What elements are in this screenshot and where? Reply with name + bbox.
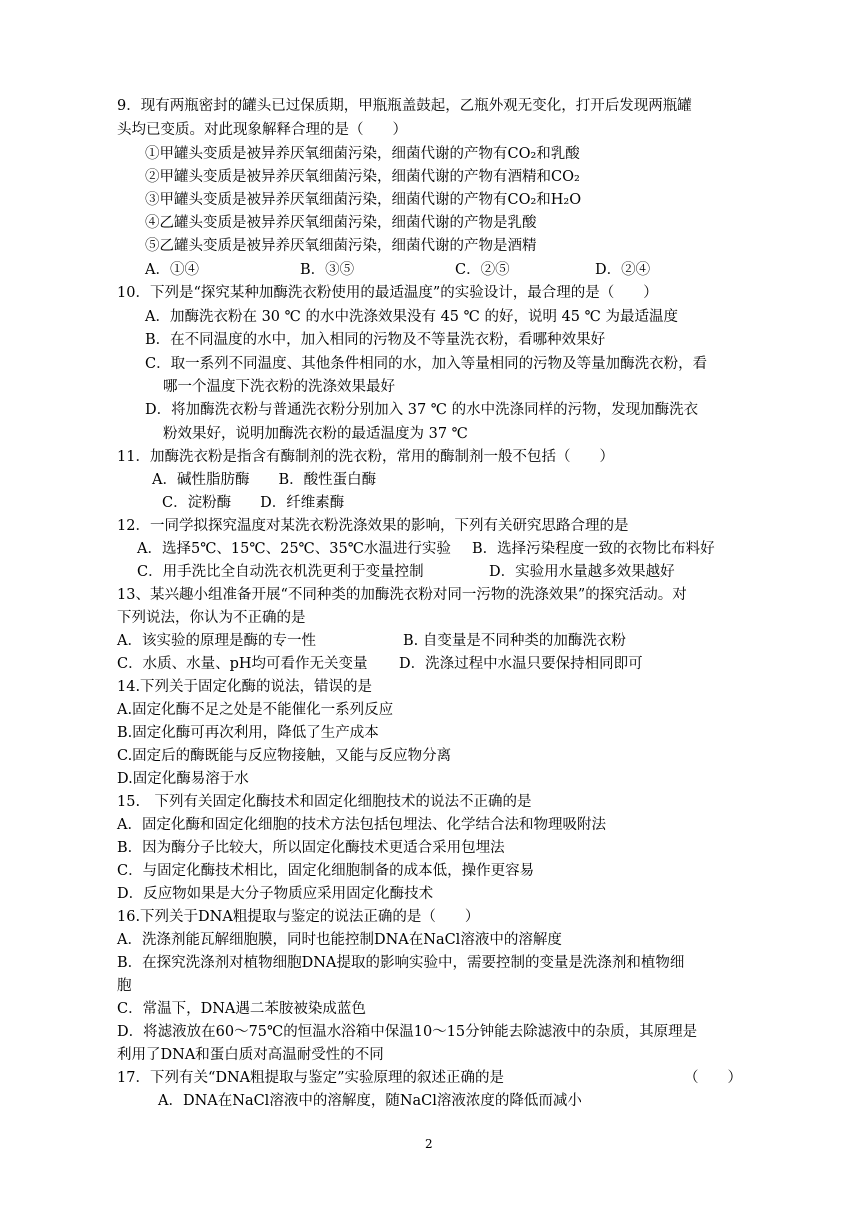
text-line: ④乙罐头变质是被异养厌氧细菌污染，细菌代谢的产物是乳酸 [145,215,537,231]
text-line: B．在不同温度的水中，加入相同的污物及不等量洗衣粉，看哪种效果好 [145,332,606,348]
text-line: 14.下列关于固定化酶的说法，错误的是 [117,679,373,695]
text-line: B.固定化酶可再次利用，降低了生产成本 [117,725,379,741]
text-line: C．淀粉酶 D．纤维素酶 [162,495,345,511]
text-line: 利用了DNA和蛋白质对高温耐受性的不同 [117,1047,384,1063]
text-line: C．与固定化酶技术相比，固定化细胞制备的成本低，操作更容易 [117,863,535,879]
text-line: 粉效果好，说明加酶洗衣粉的最适温度为 37 ℃ [163,426,468,442]
text-line: A．选择5℃、15℃、25℃、35℃水温进行实验 [137,541,451,557]
text-line: A．DNA在NaCl溶液中的溶解度，随NaCl溶液浓度的降低而减小 [158,1093,582,1109]
text-line: A．碱性脂肪酶 B．酸性蛋白酶 [152,472,377,488]
text-line: 13、某兴趣小组准备开展“不同种类的加酶洗衣粉对同一污物的洗涤效果”的探究活动。对 [117,587,687,603]
text-line: B．③⑤ [300,262,355,278]
text-line: C．取一系列不同温度、其他条件相同的水，加入等量相同的污物及等量加酶洗衣粉，看 [145,356,708,372]
page-number: 2 [425,1137,433,1151]
text-line: 9．现有两瓶密封的罐头已过保质期，甲瓶瓶盖鼓起，乙瓶外观无变化，打开后发现两瓶罐 [117,98,692,114]
text-line: 头均已变质。对此现象解释合理的是（ ） [117,122,407,138]
text-line: 17．下列有关“DNA粗提取与鉴定”实验原理的叙述正确的是 [117,1070,505,1086]
text-line: ③甲罐头变质是被异养厌氧细菌污染，细菌代谢的产物有CO₂和H₂O [145,192,582,208]
text-line: 下列说法，你认为不正确的是 [117,610,306,626]
text-line: D.固定化酶易溶于水 [117,771,249,787]
text-line: D．②④ [595,262,651,278]
text-line: 16.下列关于DNA粗提取与鉴定的说法正确的是（ ） [117,909,480,925]
text-line: B．选择污染程度一致的衣物比布料好 [472,541,715,557]
text-line: C.固定后的酶既能与反应物接触，又能与反应物分离 [117,748,452,764]
text-line: D．实验用水量越多效果越好 [489,564,675,580]
text-line: A．该实验的原理是酶的专一性 [117,633,316,649]
text-line: C．②⑤ [455,262,510,278]
text-line: ②甲罐头变质是被异养厌氧细菌污染，细菌代谢的产物有酒精和CO₂ [145,169,580,185]
text-line: ⑤乙罐头变质是被异养厌氧细菌污染，细菌代谢的产物是酒精 [145,238,537,254]
text-line: A．固定化酶和固定化细胞的技术方法包括包埋法、化学结合法和物理吸附法 [117,817,606,833]
text-line: D．洗涤过程中水温只要保持相同即可 [399,656,643,672]
text-line: C．水质、水量、pH均可看作无关变量 [117,656,368,672]
text-line: D．反应物如果是大分子物质应采用固定化酶技术 [117,886,434,902]
text-line: C．常温下，DNA遇二苯胺被染成蓝色 [117,1001,366,1017]
text-line: A．加酶洗衣粉在 30 ℃ 的水中洗涤效果没有 45 ℃ 的好，说明 45 ℃ 为最适温度 [145,309,678,325]
text-line: B．因为酶分子比较大，所以固定化酶技术更适合采用包埋法 [117,840,505,856]
text-line: 12．一同学拟探究温度对某洗衣粉洗涤效果的影响，下列有关研究思路合理的是 [117,518,629,534]
text-line: （ ） [684,1070,742,1086]
text-line: B．在探究洗涤剂对植物细胞DNA提取的影响实验中，需要控制的变量是洗涤剂和植物细 [117,955,685,971]
text-line: 15. 下列有关固定化酶技术和固定化细胞技术的说法不正确的是 [117,794,532,810]
text-line: D．将加酶洗衣粉与普通洗衣粉分别加入 37 ℃ 的水中洗涤同样的污物，发现加酶洗衣 [145,402,699,418]
text-line: A.固定化酶不足之处是不能催化一系列反应 [117,702,394,718]
text-line: 胞 [117,978,132,994]
text-line: A．洗涤剂能瓦解细胞膜，同时也能控制DNA在NaCl溶液中的溶解度 [117,932,562,948]
text-line: 哪一个温度下洗衣粉的洗涤效果最好 [163,379,395,395]
text-line: D．将滤液放在60～75℃的恒温水浴箱中保温10～15分钟能去除滤液中的杂质，其原理是 [117,1024,698,1040]
text-line: ①甲罐头变质是被异养厌氧细菌污染，细菌代谢的产物有CO₂和乳酸 [145,146,580,162]
text-line: A．①④ [145,262,199,278]
text-line: 11．加酶洗衣粉是指含有酶制剂的洗衣粉，常用的酶制剂一般不包括（ ） [117,449,614,465]
text-line: 10．下列是“探究某种加酶洗衣粉使用的最适温度”的实验设计，最合理的是（ ） [117,285,658,301]
text-line: B. 自变量是不同种类的加酶洗衣粉 [403,633,626,649]
text-line: C．用手洗比全自动洗衣机洗更利于变量控制 [137,564,424,580]
